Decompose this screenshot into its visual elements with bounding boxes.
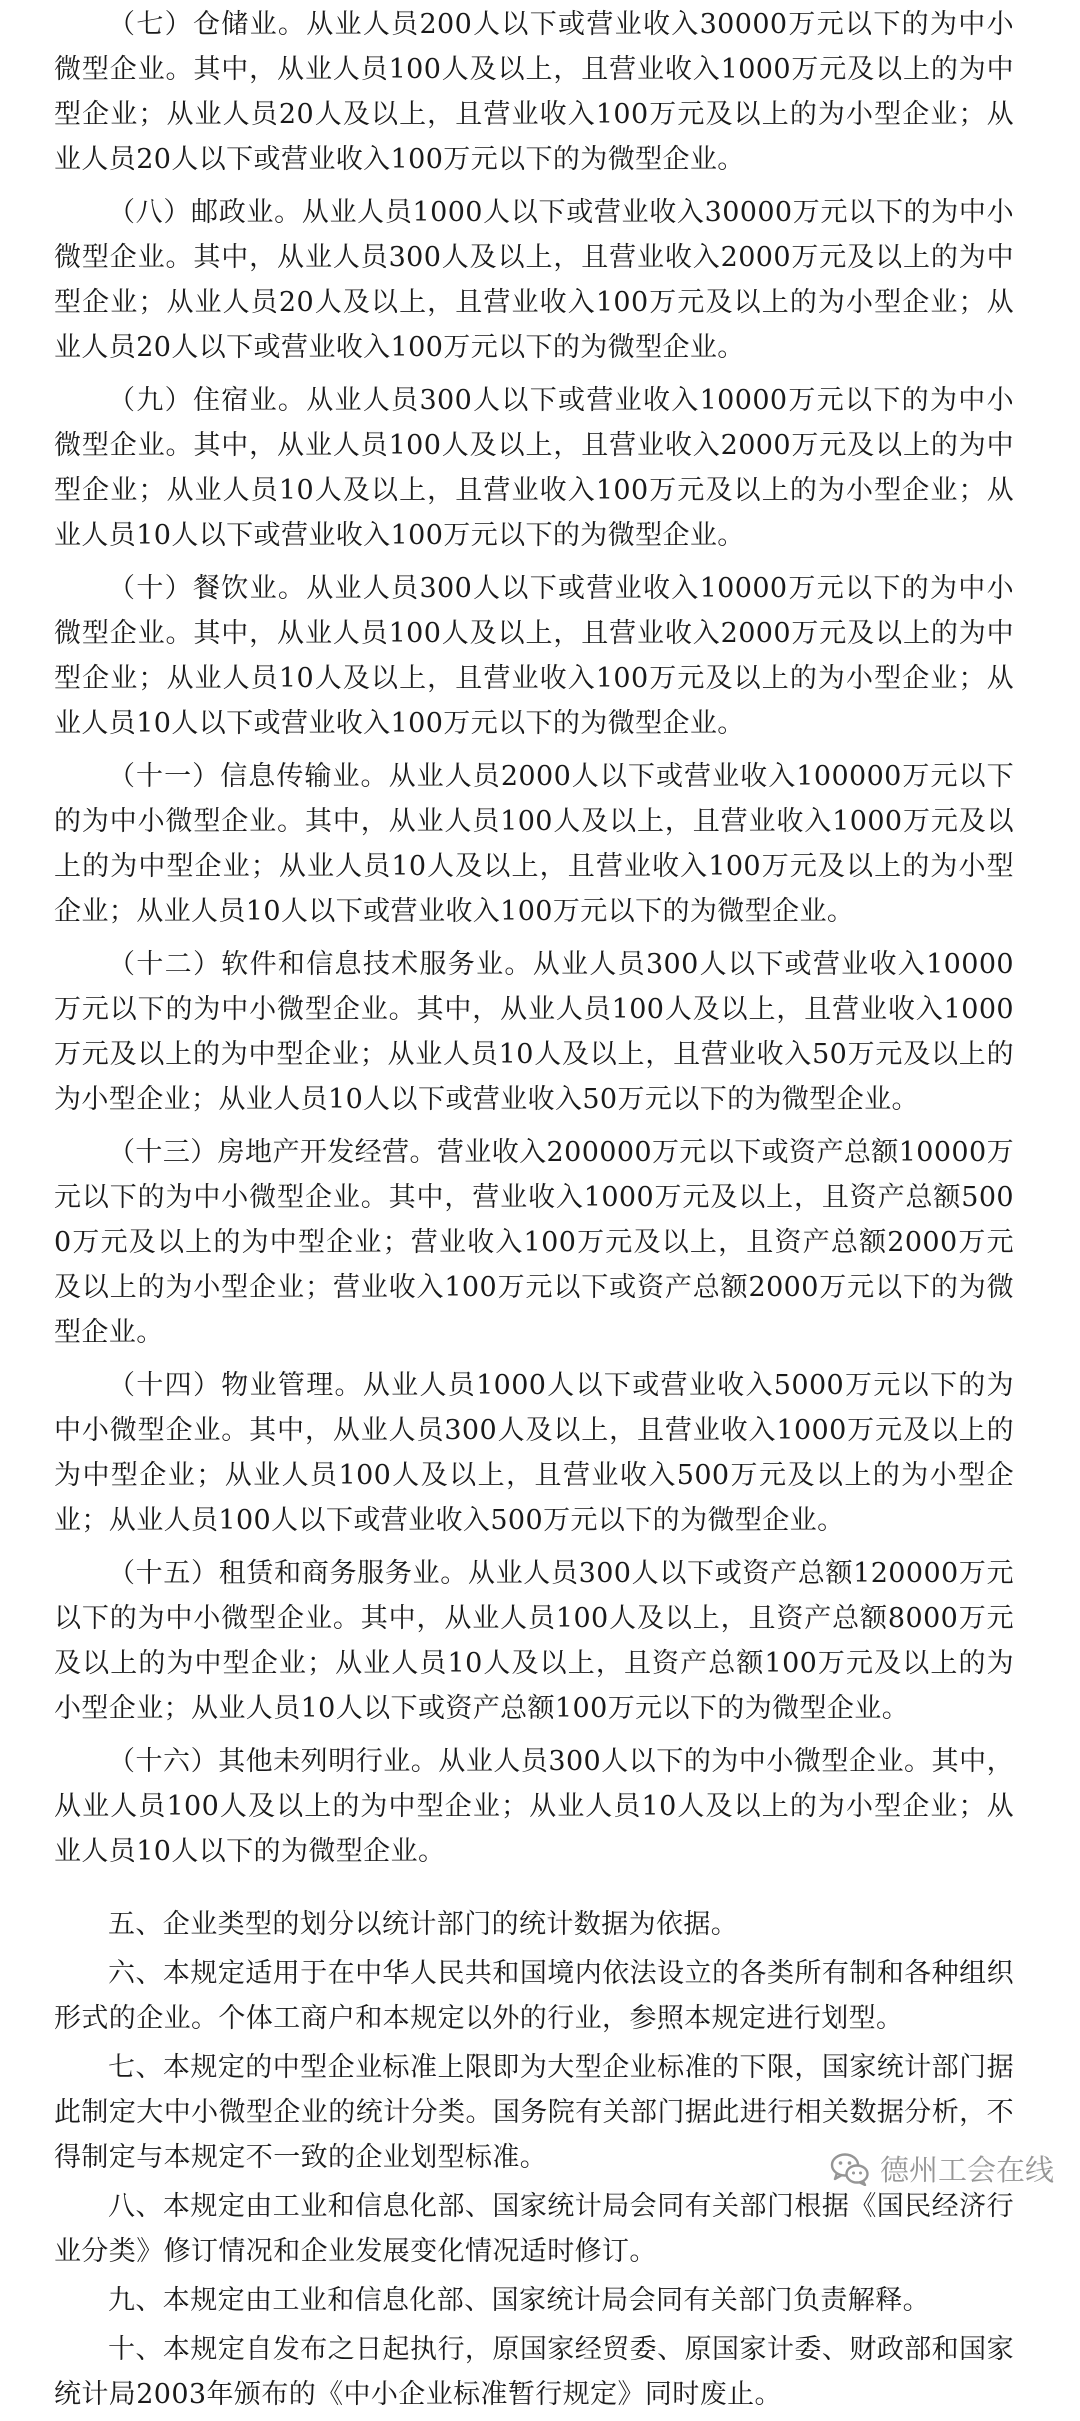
clause-8-postal: （八）邮政业。从业人员1000人以下或营业收入30000万元以下的为中小微型企业。其中，从业人员300人及以上，且营业收入2000万元及以上的为中型企业；从业人员20人及以上，且营业收入100万元及以上的为小型企业；从业人员20人以下或营业收入100万元以下的为微型企业。 bbox=[54, 197, 1014, 363]
watermark-text: 德州工会在线 bbox=[879, 2153, 1054, 2187]
clause-9-accommodation: （九）住宿业。从业人员300人以下或营业收入10000万元以下的为中小微型企业。其中，从业人员100人及以上，且营业收入2000万元及以上的为中型企业；从业人员10人及以上，且营业收入100万元及以上的为小型企业；从业人员10人以下或营业收入100万元以下的为微型企业。 bbox=[54, 385, 1014, 551]
clause-13-real-estate: （十三）房地产开发经营。营业收入200000万元以下或资产总额10000万元以下的为中小微型企业。其中，营业收入1000万元及以上，且资产总额5000万元及以上的为中型企业；营业收入100万元及以上，且资产总额2000万元及以上的为小型企业；营业收入100万元以下或资产总额2000万元以下的为微型企业。 bbox=[54, 1137, 1014, 1348]
article-8: 八、本规定由工业和信息化部、国家统计局会同有关部门根据《国民经济行业分类》修订情况和企业发展变化情况适时修订。 bbox=[54, 2191, 1014, 2267]
clause-11-information-transmission: （十一）信息传输业。从业人员2000人以下或营业收入100000万元以下的为中小微型企业。其中，从业人员100人及以上，且营业收入1000万元及以上的为中型企业；从业人员10人及以上，且营业收入100万元及以上的为小型企业；从业人员10人以下或营业收入100万元以下的为微型企业。 bbox=[54, 761, 1014, 927]
clause-12-software-it-services: （十二）软件和信息技术服务业。从业人员300人以下或营业收入10000万元以下的为中小微型企业。其中，从业人员100人及以上，且营业收入1000万元及以上的为中型企业；从业人员10人及以上，且营业收入50万元及以上的为小型企业；从业人员10人以下或营业收入50万元以下的为微型企业。 bbox=[54, 949, 1014, 1115]
clause-15-leasing-business-services: （十五）租赁和商务服务业。从业人员300人以下或资产总额120000万元以下的为中小微型企业。其中，从业人员100人及以上，且资产总额8000万元及以上的为中型企业；从业人员10人及以上，且资产总额100万元及以上的为小型企业；从业人员10人以下或资产总额100万元以下的为微型企业。 bbox=[54, 1558, 1014, 1724]
clause-10-catering: （十）餐饮业。从业人员300人以下或营业收入10000万元以下的为中小微型企业。其中，从业人员100人及以上，且营业收入2000万元及以上的为中型企业；从业人员10人及以上，且营业收入100万元及以上的为小型企业；从业人员10人以下或营业收入100万元以下的为微型企业。 bbox=[54, 573, 1014, 739]
article-9: 九、本规定由工业和信息化部、国家统计局会同有关部门负责解释。 bbox=[108, 2285, 930, 2316]
article-6: 六、本规定适用于在中华人民共和国境内依法设立的各类所有制和各种组织形式的企业。个体工商户和本规定以外的行业，参照本规定进行划型。 bbox=[54, 1958, 1014, 2034]
article-5: 五、企业类型的划分以统计部门的统计数据为依据。 bbox=[108, 1909, 739, 1940]
article-7: 七、本规定的中型企业标准上限即为大型企业标准的下限，国家统计部门据此制定大中小微型企业的统计分类。国务院有关部门据此进行相关数据分析，不得制定与本规定不一致的企业划型标准。 bbox=[54, 2052, 1014, 2173]
article-10: 十、本规定自发布之日起执行，原国家经贸委、原国家计委、财政部和国家统计局2003年颁布的《中小企业标准暂行规定》同时废止。 bbox=[54, 2334, 1014, 2410]
watermark bbox=[830, 2148, 1054, 2189]
clause-7-warehousing: （七）仓储业。从业人员200人以下或营业收入30000万元以下的为中小微型企业。其中，从业人员100人及以上，且营业收入1000万元及以上的为中型企业；从业人员20人及以上，且营业收入100万元及以上的为小型企业；从业人员20人以下或营业收入100万元以下的为微型企业。 bbox=[54, 9, 1014, 175]
document-page bbox=[54, 2, 1014, 2421]
clause-16-other-industries: （十六）其他未列明行业。从业人员300人以下的为中小微型企业。其中，从业人员100人及以上的为中型企业；从业人员10人及以上的为小型企业；从业人员10人以下的为微型企业。 bbox=[54, 1746, 1014, 1867]
section-spacer bbox=[54, 1882, 1014, 1902]
clause-14-property-management: （十四）物业管理。从业人员1000人以下或营业收入5000万元以下的为中小微型企业。其中，从业人员300人及以上，且营业收入1000万元及以上的为中型企业；从业人员100人及以上，且营业收入500万元及以上的为小型企业；从业人员100人以下或营业收入500万元以下的为微型企业。 bbox=[54, 1370, 1014, 1536]
wechat-icon bbox=[830, 2152, 870, 2186]
